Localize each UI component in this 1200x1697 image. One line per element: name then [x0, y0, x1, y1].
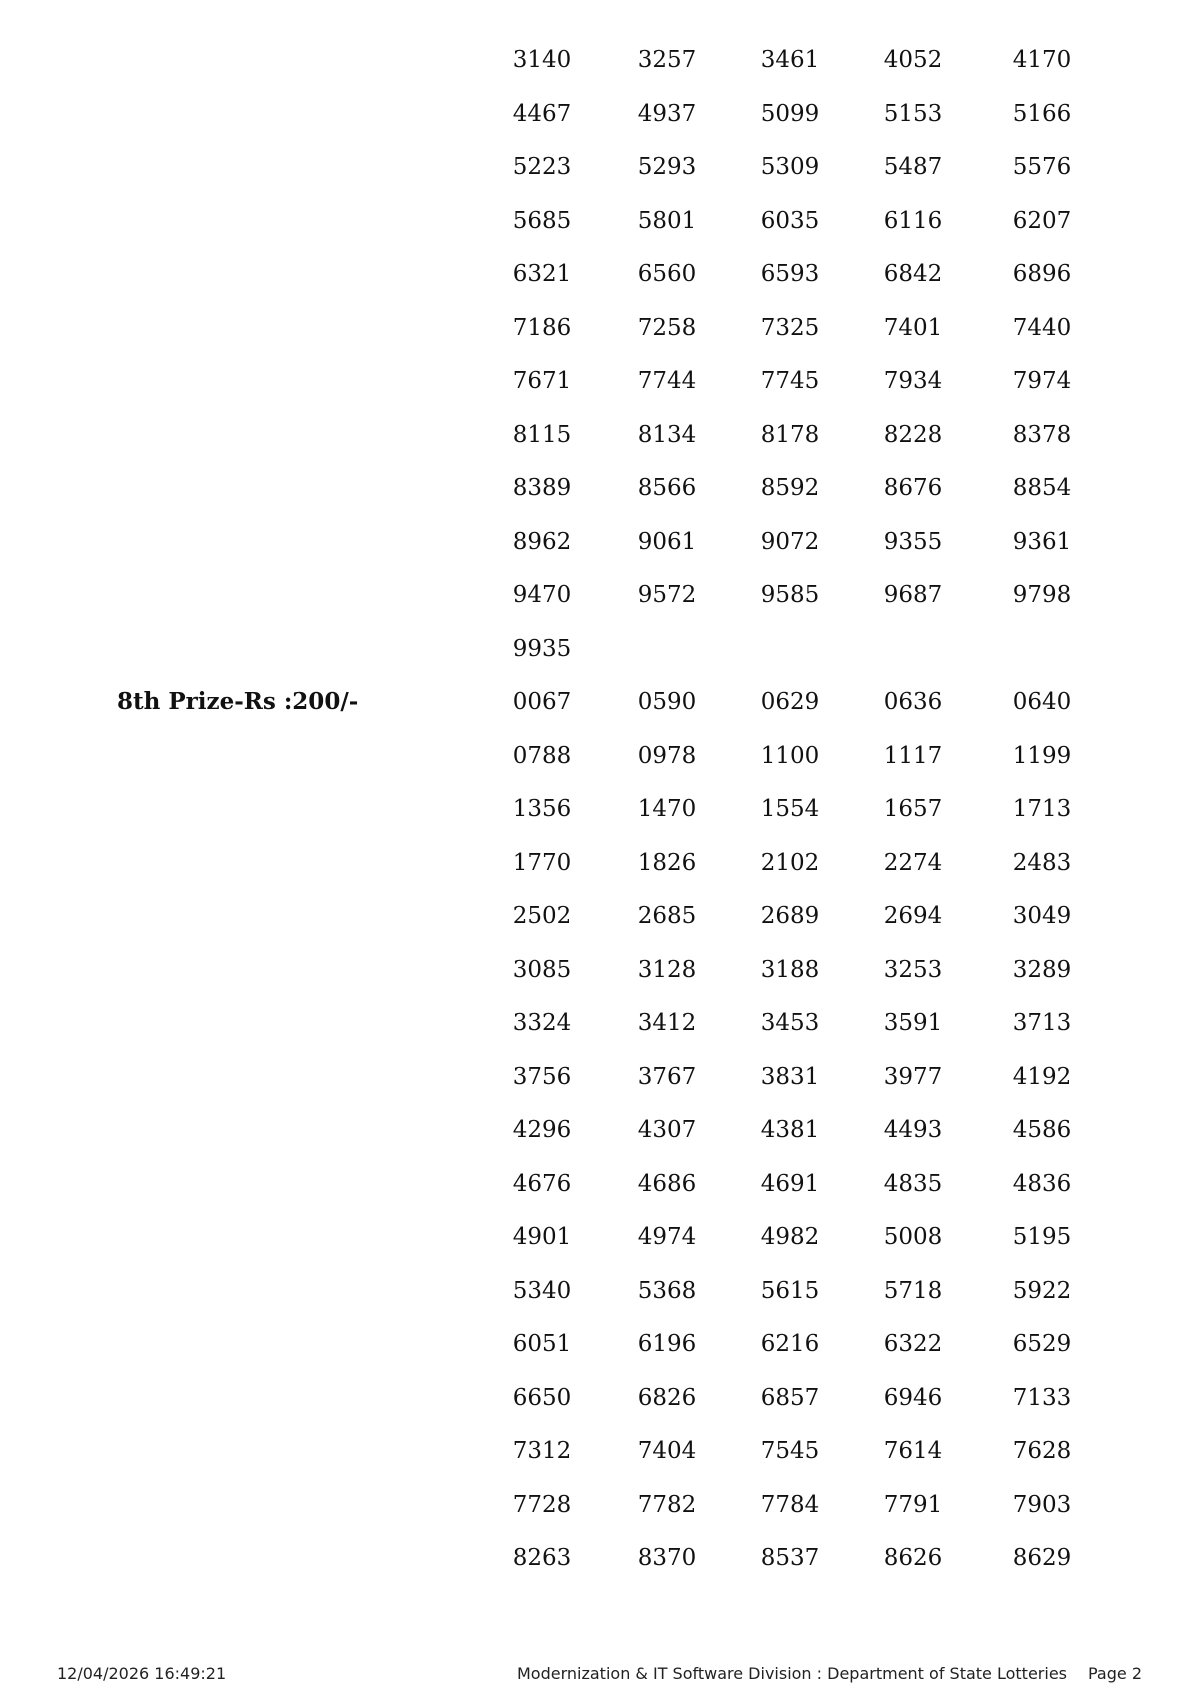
winning-number: 3461 [760, 47, 820, 73]
winning-number: 3085 [512, 956, 572, 983]
winning-number: 9470 [512, 582, 572, 608]
winning-number: 7628 [1012, 1438, 1072, 1464]
winning-number: 4835 [883, 1170, 943, 1197]
winning-number: 7312 [512, 1438, 572, 1464]
winning-number: 7782 [637, 1491, 697, 1518]
winning-number: 4493 [883, 1117, 943, 1143]
winning-number: 5340 [512, 1277, 572, 1304]
winning-number: 4192 [1012, 1063, 1072, 1090]
winning-number: 3412 [637, 1010, 697, 1036]
result-row [0, 843, 1200, 883]
winning-number: 0629 [760, 689, 820, 715]
winning-number: 8566 [637, 475, 697, 501]
winning-number: 9072 [760, 528, 820, 555]
winning-number: 8115 [512, 421, 572, 448]
winning-number: 6216 [760, 1331, 820, 1357]
footer-timestamp: 12/04/2026 16:49:21 [57, 1664, 227, 1683]
winning-number: 4901 [512, 1224, 572, 1250]
winning-number: 8962 [512, 528, 572, 555]
result-row [0, 147, 1200, 187]
winning-number: 8378 [1012, 421, 1072, 448]
winning-number: 6322 [883, 1331, 943, 1357]
winning-number: 3128 [637, 956, 697, 983]
winning-number: 4170 [1012, 47, 1072, 73]
result-row [0, 629, 1200, 669]
winning-number: 4381 [760, 1117, 820, 1143]
winning-number: 7186 [512, 314, 572, 341]
result-row [0, 736, 1200, 776]
result-row [0, 1271, 1200, 1311]
prize-label: 8th Prize-Rs :200/- [117, 688, 359, 715]
winning-number: 1826 [637, 849, 697, 876]
result-row [0, 254, 1200, 294]
winning-number: 0590 [637, 689, 697, 715]
winning-number: 5576 [1012, 154, 1072, 180]
winning-number: 5309 [760, 154, 820, 180]
result-row [0, 1378, 1200, 1418]
winning-number: 3289 [1012, 956, 1072, 983]
winning-number: 7614 [883, 1438, 943, 1464]
winning-number: 4836 [1012, 1170, 1072, 1197]
result-row [0, 575, 1200, 615]
footer-division: Modernization & IT Software Division : Department of State Lotteries [517, 1664, 1067, 1683]
winning-number: 4974 [637, 1224, 697, 1250]
winning-number: 7903 [1012, 1491, 1072, 1518]
winning-number: 8537 [760, 1545, 820, 1571]
winning-number: 9061 [637, 528, 697, 555]
winning-number: 7325 [760, 314, 820, 341]
winning-number: 6529 [1012, 1331, 1072, 1357]
winning-number: 3591 [883, 1010, 943, 1036]
winning-number: 0788 [512, 742, 572, 769]
winning-number: 4052 [883, 47, 943, 73]
winning-number: 5008 [883, 1224, 943, 1250]
winning-number: 8178 [760, 421, 820, 448]
winning-number: 5368 [637, 1277, 697, 1304]
result-row [0, 201, 1200, 241]
winning-number: 0067 [512, 689, 572, 715]
winning-number: 7401 [883, 314, 943, 341]
result-row [0, 522, 1200, 562]
winning-number: 6321 [512, 261, 572, 287]
winning-number: 6896 [1012, 261, 1072, 287]
winning-number: 1199 [1012, 742, 1072, 769]
winning-number: 4982 [760, 1224, 820, 1250]
winning-number: 8134 [637, 421, 697, 448]
winning-number: 9361 [1012, 528, 1072, 555]
winning-number: 3977 [883, 1063, 943, 1090]
winning-number: 5166 [1012, 100, 1072, 127]
winning-number: 4937 [637, 100, 697, 127]
winning-number: 3253 [883, 956, 943, 983]
result-row [0, 468, 1200, 508]
winning-number: 6826 [637, 1384, 697, 1411]
winning-number: 6593 [760, 261, 820, 287]
winning-number: 5801 [637, 207, 697, 234]
winning-number: 0978 [637, 742, 697, 769]
winning-number: 8263 [512, 1545, 572, 1571]
winning-number: 5685 [512, 207, 572, 234]
winning-number: 2685 [637, 903, 697, 929]
winning-number: 5195 [1012, 1224, 1072, 1250]
result-row [0, 682, 1200, 722]
winning-number: 5099 [760, 100, 820, 127]
winning-number: 7791 [883, 1491, 943, 1518]
winning-number: 4296 [512, 1117, 572, 1143]
result-row [0, 1164, 1200, 1204]
result-row [0, 1110, 1200, 1150]
result-row [0, 308, 1200, 348]
winning-number: 9798 [1012, 582, 1072, 608]
winning-number: 4586 [1012, 1117, 1072, 1143]
winning-number: 3188 [760, 956, 820, 983]
result-row [0, 415, 1200, 455]
result-row [0, 1217, 1200, 1257]
winning-number: 8629 [1012, 1545, 1072, 1571]
winning-number: 3767 [637, 1063, 697, 1090]
winning-number: 1356 [512, 796, 572, 822]
result-row [0, 1538, 1200, 1578]
winning-number: 5487 [883, 154, 943, 180]
winning-number: 9355 [883, 528, 943, 555]
winning-number: 2502 [512, 903, 572, 929]
winning-number: 7671 [512, 368, 572, 394]
winning-number: 7404 [637, 1438, 697, 1464]
winning-number: 4467 [512, 100, 572, 127]
winning-number: 3453 [760, 1010, 820, 1036]
winning-number: 5293 [637, 154, 697, 180]
winning-number: 1554 [760, 796, 820, 822]
winning-number: 6946 [883, 1384, 943, 1411]
winning-number: 5153 [883, 100, 943, 127]
winning-number: 7728 [512, 1491, 572, 1518]
winning-number: 2102 [760, 849, 820, 876]
result-row [0, 950, 1200, 990]
winning-number: 8228 [883, 421, 943, 448]
winning-number: 3324 [512, 1010, 572, 1036]
winning-number: 4676 [512, 1170, 572, 1197]
winning-number: 9572 [637, 582, 697, 608]
winning-number: 3140 [512, 47, 572, 73]
winning-number: 3713 [1012, 1010, 1072, 1036]
result-row [0, 1431, 1200, 1471]
winning-number: 1770 [512, 849, 572, 876]
winning-number: 5922 [1012, 1277, 1072, 1304]
winning-number: 2274 [883, 849, 943, 876]
winning-number: 9585 [760, 582, 820, 608]
winning-number: 7744 [637, 368, 697, 394]
winning-number: 1713 [1012, 796, 1072, 822]
result-row [0, 1003, 1200, 1043]
winning-number: 6650 [512, 1384, 572, 1411]
winning-number: 1100 [760, 742, 820, 769]
winning-number: 4686 [637, 1170, 697, 1197]
winning-number: 9935 [512, 635, 572, 662]
result-row [0, 1485, 1200, 1525]
winning-number: 8676 [883, 475, 943, 501]
result-row [0, 1057, 1200, 1097]
winning-number: 1117 [883, 742, 943, 769]
winning-number: 0640 [1012, 689, 1072, 715]
winning-number: 1470 [637, 796, 697, 822]
winning-number: 8389 [512, 475, 572, 501]
winning-number: 2689 [760, 903, 820, 929]
winning-number: 6051 [512, 1331, 572, 1357]
winning-number: 6116 [883, 207, 943, 234]
winning-number: 7974 [1012, 368, 1072, 394]
footer-page-number: Page 2 [1088, 1664, 1142, 1683]
result-row [0, 361, 1200, 401]
winning-number: 7258 [637, 314, 697, 341]
winning-number: 6857 [760, 1384, 820, 1411]
winning-number: 5718 [883, 1277, 943, 1304]
result-row [0, 789, 1200, 829]
winning-number: 6560 [637, 261, 697, 287]
winning-number: 7545 [760, 1438, 820, 1464]
winning-number: 6035 [760, 207, 820, 234]
winning-number: 7745 [760, 368, 820, 394]
winning-number: 3756 [512, 1063, 572, 1090]
winning-number: 3831 [760, 1063, 820, 1090]
winning-number: 8370 [637, 1545, 697, 1571]
winning-number: 2694 [883, 903, 943, 929]
winning-number: 6196 [637, 1331, 697, 1357]
winning-number: 8626 [883, 1545, 943, 1571]
result-row [0, 896, 1200, 936]
winning-number: 2483 [1012, 849, 1072, 876]
winning-number: 7934 [883, 368, 943, 394]
winning-number: 8592 [760, 475, 820, 501]
result-row [0, 1324, 1200, 1364]
winning-number: 9687 [883, 582, 943, 608]
winning-number: 1657 [883, 796, 943, 822]
result-row [0, 40, 1200, 80]
winning-number: 4307 [637, 1117, 697, 1143]
winning-number: 3257 [637, 47, 697, 73]
winning-number: 0636 [883, 689, 943, 715]
winning-number: 7440 [1012, 314, 1072, 341]
winning-number: 5223 [512, 154, 572, 180]
winning-number: 5615 [760, 1277, 820, 1304]
winning-number: 4691 [760, 1170, 820, 1197]
winning-number: 7784 [760, 1491, 820, 1518]
result-row [0, 94, 1200, 134]
winning-number: 7133 [1012, 1384, 1072, 1411]
winning-number: 3049 [1012, 903, 1072, 929]
winning-number: 8854 [1012, 475, 1072, 501]
winning-number: 6842 [883, 261, 943, 287]
winning-number: 6207 [1012, 207, 1072, 234]
